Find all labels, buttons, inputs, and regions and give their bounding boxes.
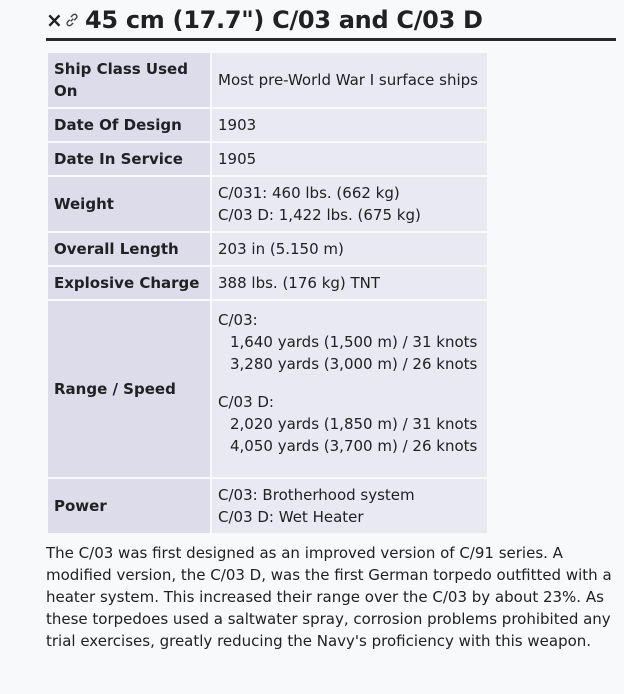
table-row xyxy=(48,479,487,533)
table-row xyxy=(48,143,487,175)
close-icon[interactable]: × xyxy=(46,8,63,32)
power-line: C/03: Brotherhood system xyxy=(218,486,415,504)
power-line: C/03 D: Wet Heater xyxy=(218,508,364,526)
length-value: 203 in (5.150 m) xyxy=(212,233,487,265)
range-speed-label: Range / Speed xyxy=(48,301,210,477)
table-row xyxy=(48,301,487,477)
page-title: 45 cm (17.7") C/03 and C/03 D xyxy=(85,6,483,34)
torpedo-info-table xyxy=(46,51,489,535)
design-date-label: Date Of Design xyxy=(48,109,210,141)
table-row xyxy=(48,109,487,141)
power-value xyxy=(212,479,487,533)
ship-class-value: Most pre-World War I surface ships xyxy=(212,53,487,107)
link-icon[interactable] xyxy=(63,11,81,29)
service-date-value: 1905 xyxy=(212,143,487,175)
range-speed-value xyxy=(212,301,487,477)
table-row xyxy=(48,233,487,265)
heading-icons xyxy=(46,10,81,30)
ship-class-label: Ship Class Used On xyxy=(48,53,210,107)
range-line: 4,050 yards (3,700 m) / 26 knots xyxy=(230,437,478,455)
length-label: Overall Length xyxy=(48,233,210,265)
design-date-value: 1903 xyxy=(212,109,487,141)
table-row xyxy=(48,53,487,107)
weight-value xyxy=(212,177,487,231)
weight-line: C/03 D: 1,422 lbs. (675 kg) xyxy=(218,206,421,224)
table-row xyxy=(48,267,487,299)
table-row xyxy=(48,177,487,231)
power-label: Power xyxy=(48,479,210,533)
range-line: 3,280 yards (3,000 m) / 26 knots xyxy=(230,355,478,373)
charge-value: 388 lbs. (176 kg) TNT xyxy=(212,267,487,299)
range-line: 2,020 yards (1,850 m) / 31 knots xyxy=(230,415,478,433)
range-c03d-header: C/03 D: xyxy=(218,393,274,411)
range-c03-header: C/03: xyxy=(218,311,258,329)
charge-label: Explosive Charge xyxy=(48,267,210,299)
weight-line: C/031: 460 lbs. (662 kg) xyxy=(218,184,400,202)
service-date-label: Date In Service xyxy=(48,143,210,175)
range-line: 1,640 yards (1,500 m) / 31 knots xyxy=(230,333,478,351)
description-paragraph: The C/03 was first designed as an improved version of C/91 series. A modified version, the C/03 D, was the first German torpedo outfitted with a heater system. This increased their range over the C/03 by about 23%. As these torpedoes used a saltwater spray, corrosion problems prohibited any trial exercises, greatly reducing the Navy's proficiency with this weapon. xyxy=(46,544,612,650)
section-heading xyxy=(46,2,616,41)
weight-label: Weight xyxy=(48,177,210,231)
